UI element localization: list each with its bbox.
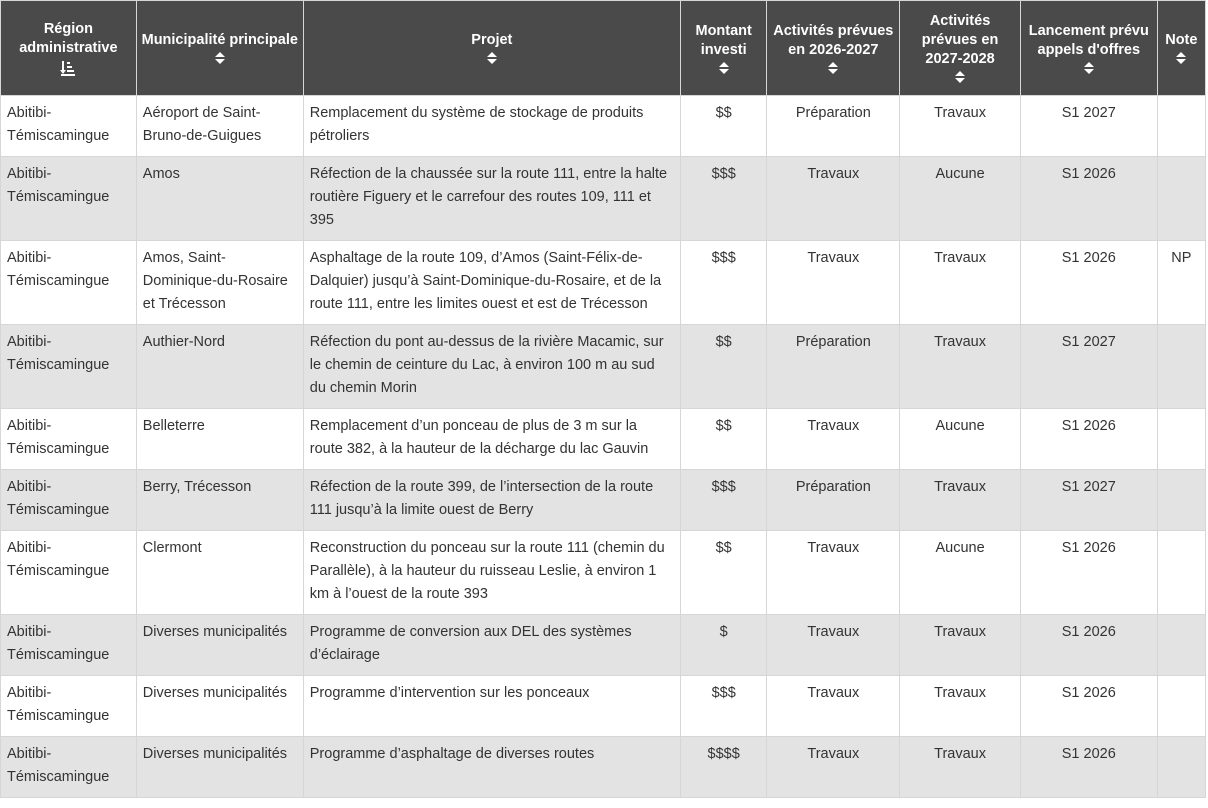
cell-note	[1157, 615, 1205, 676]
cell-projet: Asphaltage de la route 109, d’Amos (Saint-Félix-de-Dalquier) jusqu’à Saint-Dominique-du-Rosaire, et de la route 111, entre les limites ouest et est de Trécesson	[303, 241, 680, 325]
cell-activites-2027: Travaux	[900, 470, 1021, 531]
table-row	[1, 676, 1206, 737]
cell-montant: $$$	[680, 676, 767, 737]
cell-projet: Reconstruction du ponceau sur la route 111 (chemin du Parallèle), à la hauteur du ruisseau Leslie, à environ 1 km à l’ouest de la route 393	[303, 531, 680, 615]
cell-montant: $$	[680, 325, 767, 409]
cell-lancement: S1 2026	[1020, 615, 1157, 676]
sort-icon[interactable]	[1176, 52, 1186, 65]
header-lancement[interactable]	[1020, 1, 1157, 96]
cell-note	[1157, 531, 1205, 615]
sort-descending-icon[interactable]	[60, 60, 76, 76]
sort-icon[interactable]	[1084, 62, 1094, 75]
cell-montant: $$$	[680, 241, 767, 325]
table-row	[1, 241, 1206, 325]
cell-activites-2027: Travaux	[900, 325, 1021, 409]
cell-lancement: S1 2027	[1020, 96, 1157, 157]
sort-icon[interactable]	[955, 71, 965, 84]
cell-note	[1157, 325, 1205, 409]
cell-lancement: S1 2026	[1020, 409, 1157, 470]
cell-note	[1157, 737, 1205, 798]
cell-note: NP	[1157, 241, 1205, 325]
cell-municipalite: Aéroport de Saint-Bruno-de-Guigues	[136, 96, 303, 157]
cell-projet: Programme d’intervention sur les ponceaux	[303, 676, 680, 737]
cell-region: Abitibi-Témiscamingue	[1, 157, 137, 241]
header-note[interactable]	[1157, 1, 1205, 96]
cell-activites-2027: Travaux	[900, 737, 1021, 798]
cell-activites-2026: Travaux	[767, 531, 900, 615]
cell-region: Abitibi-Témiscamingue	[1, 241, 137, 325]
cell-montant: $$$$	[680, 737, 767, 798]
cell-activites-2026: Préparation	[767, 325, 900, 409]
cell-lancement: S1 2026	[1020, 737, 1157, 798]
header-region[interactable]	[1, 1, 137, 96]
cell-projet: Remplacement d’un ponceau de plus de 3 m sur la route 382, à la hauteur de la décharge du lac Gauvin	[303, 409, 680, 470]
cell-activites-2026: Travaux	[767, 676, 900, 737]
cell-region: Abitibi-Témiscamingue	[1, 325, 137, 409]
cell-projet: Réfection de la chaussée sur la route 111, entre la halte routière Figuery et le carrefour des routes 109, 111 et 395	[303, 157, 680, 241]
cell-activites-2026: Travaux	[767, 409, 900, 470]
cell-municipalite: Authier-Nord	[136, 325, 303, 409]
cell-municipalite: Amos	[136, 157, 303, 241]
cell-montant: $$$	[680, 470, 767, 531]
table-row	[1, 737, 1206, 798]
cell-activites-2027: Travaux	[900, 241, 1021, 325]
cell-lancement: S1 2027	[1020, 470, 1157, 531]
header-label: Lancement prévu appels d'offres	[1028, 22, 1149, 58]
table-row	[1, 157, 1206, 241]
header-label: Activités prévues en 2026-2027	[773, 22, 894, 58]
cell-activites-2027: Aucune	[900, 531, 1021, 615]
cell-region: Abitibi-Témiscamingue	[1, 470, 137, 531]
cell-montant: $$	[680, 409, 767, 470]
cell-activites-2026: Travaux	[767, 241, 900, 325]
cell-lancement: S1 2027	[1020, 325, 1157, 409]
sort-icon[interactable]	[215, 52, 225, 65]
table-row	[1, 615, 1206, 676]
cell-activites-2026: Préparation	[767, 96, 900, 157]
header-label: Montant investi	[695, 22, 752, 58]
cell-note	[1157, 409, 1205, 470]
header-label: Projet	[471, 32, 513, 48]
cell-projet: Programme de conversion aux DEL des systèmes d’éclairage	[303, 615, 680, 676]
cell-activites-2027: Travaux	[900, 615, 1021, 676]
cell-activites-2026: Travaux	[767, 615, 900, 676]
cell-projet: Remplacement du système de stockage de produits pétroliers	[303, 96, 680, 157]
sort-icon[interactable]	[828, 62, 838, 75]
header-label: Région administrative	[19, 21, 118, 56]
header-label: Activités prévues en 2027-2028	[921, 13, 999, 67]
cell-projet: Programme d’asphaltage de diverses routes	[303, 737, 680, 798]
sort-icon[interactable]	[719, 62, 729, 75]
cell-activites-2027: Aucune	[900, 409, 1021, 470]
cell-activites-2026: Travaux	[767, 157, 900, 241]
cell-activites-2026: Préparation	[767, 470, 900, 531]
cell-lancement: S1 2026	[1020, 531, 1157, 615]
cell-region: Abitibi-Témiscamingue	[1, 96, 137, 157]
cell-projet: Réfection du pont au-dessus de la rivière Macamic, sur le chemin de ceinture du Lac, à environ 100 m au sud du chemin Morin	[303, 325, 680, 409]
header-activites-2027[interactable]	[900, 1, 1021, 96]
cell-lancement: S1 2026	[1020, 676, 1157, 737]
cell-municipalite: Diverses municipalités	[136, 676, 303, 737]
cell-region: Abitibi-Témiscamingue	[1, 737, 137, 798]
cell-municipalite: Belleterre	[136, 409, 303, 470]
cell-lancement: S1 2026	[1020, 157, 1157, 241]
cell-activites-2026: Travaux	[767, 737, 900, 798]
header-montant[interactable]	[680, 1, 767, 96]
cell-montant: $	[680, 615, 767, 676]
table-row	[1, 325, 1206, 409]
cell-projet: Réfection de la route 399, de l’intersection de la route 111 jusqu’à la limite ouest de Berry	[303, 470, 680, 531]
cell-region: Abitibi-Témiscamingue	[1, 531, 137, 615]
cell-region: Abitibi-Témiscamingue	[1, 409, 137, 470]
header-projet[interactable]	[303, 1, 680, 96]
cell-montant: $$	[680, 96, 767, 157]
cell-note	[1157, 157, 1205, 241]
header-label: Municipalité principale	[141, 32, 298, 48]
table-row	[1, 96, 1206, 157]
cell-region: Abitibi-Témiscamingue	[1, 676, 137, 737]
cell-municipalite: Clermont	[136, 531, 303, 615]
cell-montant: $$$	[680, 157, 767, 241]
header-label: Note	[1165, 32, 1198, 48]
cell-region: Abitibi-Témiscamingue	[1, 615, 137, 676]
sort-icon[interactable]	[487, 52, 497, 65]
header-activites-2026[interactable]	[767, 1, 900, 96]
cell-activites-2027: Travaux	[900, 96, 1021, 157]
cell-note	[1157, 96, 1205, 157]
table-row	[1, 470, 1206, 531]
table-row	[1, 409, 1206, 470]
cell-municipalite: Diverses municipalités	[136, 737, 303, 798]
cell-municipalite: Berry, Trécesson	[136, 470, 303, 531]
cell-activites-2027: Travaux	[900, 676, 1021, 737]
cell-montant: $$	[680, 531, 767, 615]
cell-lancement: S1 2026	[1020, 241, 1157, 325]
cell-municipalite: Amos, Saint-Dominique-du-Rosaire et Trécesson	[136, 241, 303, 325]
cell-note	[1157, 676, 1205, 737]
cell-activites-2027: Aucune	[900, 157, 1021, 241]
table-row	[1, 531, 1206, 615]
cell-municipalite: Diverses municipalités	[136, 615, 303, 676]
table-header-row	[1, 1, 1206, 96]
header-municipalite[interactable]	[136, 1, 303, 96]
cell-note	[1157, 470, 1205, 531]
